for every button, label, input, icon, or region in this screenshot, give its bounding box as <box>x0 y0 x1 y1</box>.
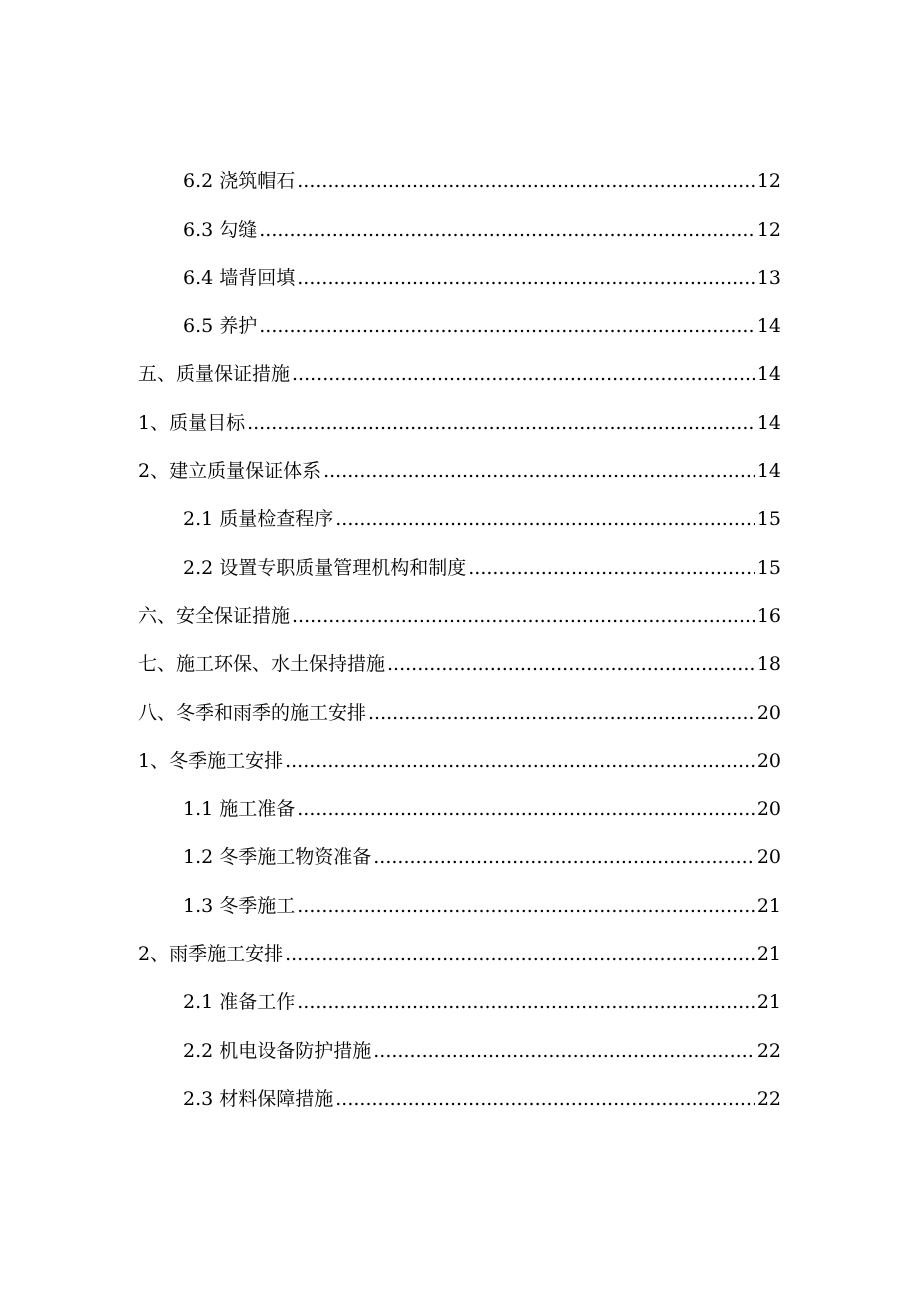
toc-leader-dots <box>259 218 755 242</box>
toc-entry-title: 1.2 冬季施工物资准备 <box>183 846 372 869</box>
toc-entry-page: 20 <box>756 846 781 869</box>
toc-entry-title: 2.2 机电设备防护措施 <box>183 1039 372 1062</box>
toc-entry-title: 六、安全保证措施 <box>138 604 291 627</box>
toc-entry-page: 16 <box>756 604 781 627</box>
toc-entry-title: 八、冬季和雨季的施工安排 <box>138 701 367 724</box>
toc-leader-dots <box>373 1039 755 1063</box>
toc-leader-dots <box>292 604 755 628</box>
toc-entry-title: 五、质量保证措施 <box>138 363 291 386</box>
toc-leader-dots <box>335 1087 755 1111</box>
toc-entry-title: 七、施工环保、水土保持措施 <box>138 653 386 676</box>
toc-leader-dots <box>297 894 755 918</box>
toc-leader-dots <box>297 266 755 290</box>
toc-entry-title: 2、雨季施工安排 <box>138 943 284 966</box>
toc-leader-dots <box>323 459 755 483</box>
toc-entry-page: 15 <box>756 508 781 531</box>
toc-leader-dots <box>247 411 755 435</box>
toc-entry[interactable] <box>0 398 781 446</box>
toc-entry-page: 18 <box>756 653 781 676</box>
toc-entry-title: 2.2 设置专职质量管理机构和制度 <box>183 556 467 579</box>
toc-entry[interactable] <box>0 302 781 350</box>
toc-entry-title: 1、质量目标 <box>138 411 246 434</box>
toc-entry-page: 14 <box>756 315 781 338</box>
toc-entry[interactable] <box>0 543 781 591</box>
toc-entry[interactable] <box>0 592 781 640</box>
toc-leader-dots <box>373 845 755 869</box>
toc-entry-page: 21 <box>756 991 781 1014</box>
toc-leader-dots <box>285 749 755 773</box>
toc-entry[interactable] <box>0 833 781 881</box>
toc-entry-title: 1.1 施工准备 <box>183 798 296 821</box>
toc-entry[interactable] <box>0 254 781 302</box>
toc-entry[interactable] <box>0 978 781 1026</box>
toc-entry[interactable] <box>0 157 781 205</box>
toc-entry-page: 13 <box>756 266 781 289</box>
toc-entry-title: 6.2 浇筑帽石 <box>183 170 296 193</box>
toc-entry-page: 15 <box>756 556 781 579</box>
toc-entry[interactable] <box>0 785 781 833</box>
toc-entry-page: 21 <box>756 943 781 966</box>
toc-entry-title: 1、冬季施工安排 <box>138 749 284 772</box>
toc-entry-page: 20 <box>756 798 781 821</box>
toc-entry-title: 2.1 质量检查程序 <box>183 508 334 531</box>
toc-leader-dots <box>468 556 755 580</box>
toc-entry[interactable] <box>0 350 781 398</box>
toc-entry-page: 22 <box>756 1039 781 1062</box>
toc-leader-dots <box>292 362 755 386</box>
toc-entry-page: 14 <box>756 363 781 386</box>
toc-leader-dots <box>259 314 755 338</box>
toc-entry-title: 2、建立质量保证体系 <box>138 460 322 483</box>
toc-entry[interactable] <box>0 930 781 978</box>
toc-leader-dots <box>387 652 755 676</box>
toc-entry-page: 12 <box>756 170 781 193</box>
toc-entry-page: 14 <box>756 460 781 483</box>
toc-entry[interactable] <box>0 447 781 495</box>
toc-entry-page: 12 <box>756 218 781 241</box>
toc-entry[interactable] <box>0 205 781 253</box>
toc-leader-dots <box>368 701 755 725</box>
toc-entry-title: 6.3 勾缝 <box>183 218 258 241</box>
toc-entry-title: 2.1 准备工作 <box>183 991 296 1014</box>
toc-entry-title: 2.3 材料保障措施 <box>183 1087 334 1110</box>
toc-leader-dots <box>297 797 755 821</box>
toc-entry[interactable] <box>0 688 781 736</box>
toc-entry-title: 6.4 墙背回填 <box>183 266 296 289</box>
toc-entry-title: 1.3 冬季施工 <box>183 894 296 917</box>
toc-entry-page: 22 <box>756 1087 781 1110</box>
toc-leader-dots <box>297 990 755 1014</box>
toc-leader-dots <box>285 942 755 966</box>
toc-entry-page: 14 <box>756 411 781 434</box>
toc-entry-title: 6.5 养护 <box>183 315 258 338</box>
table-of-contents <box>0 157 920 1123</box>
toc-entry[interactable] <box>0 737 781 785</box>
toc-entry-page: 20 <box>756 701 781 724</box>
toc-entry-page: 20 <box>756 749 781 772</box>
toc-entry[interactable] <box>0 881 781 929</box>
toc-leader-dots <box>335 507 755 531</box>
toc-entry[interactable] <box>0 1075 781 1123</box>
toc-entry[interactable] <box>0 1026 781 1074</box>
toc-leader-dots <box>297 169 755 193</box>
toc-entry[interactable] <box>0 495 781 543</box>
toc-entry[interactable] <box>0 640 781 688</box>
toc-entry-page: 21 <box>756 894 781 917</box>
